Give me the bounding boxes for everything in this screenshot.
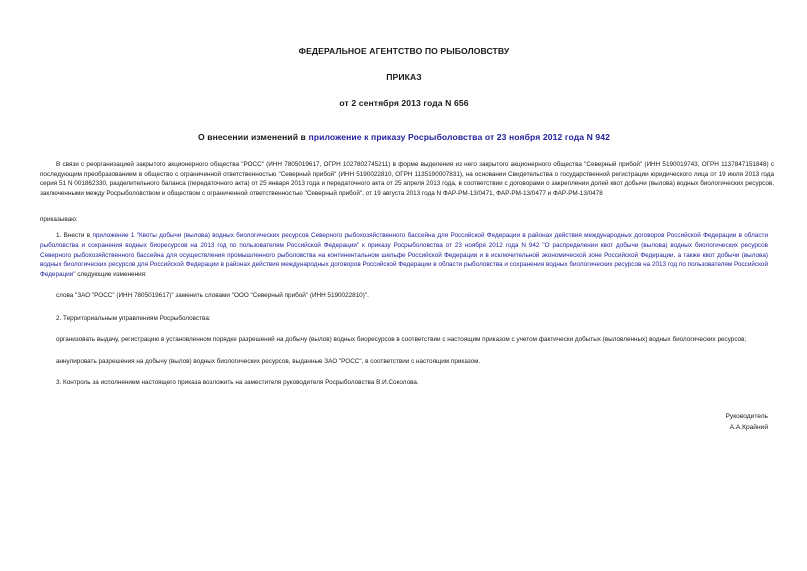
subject-prefix: О внесении изменений в xyxy=(197,132,309,142)
item-2-paragraph: 2. Территориальным управлениям Росрыболовства: xyxy=(56,314,211,322)
signature-name: А.А.Крайний xyxy=(729,424,768,432)
order-word: приказываю: xyxy=(40,216,78,224)
intro-paragraph: В связи с реорганизацией закрытого акционерного общества "РОСС" (ИНН 7805019617, ОГРН 1027802745211) в форме выделения из него закрытого акционерного общества "Северный прибой" (ИНН 5190019743, ОГРН 1137847151848) с последующим преобразованием в общество с ограниченной ответственностью "Северный прибой" (ИНН 5190022810, ОГРН 1135190007831), на основании Свидетельства о государственной регистрации юридического лица от 19 июля 2013 года серия 51 N 001862330, разделительного баланса (передаточного акта) от 25 января 2013 года и передаточного акта от 25 апреля 2013 года, в соответствии с договорами о закреплении долей квот добычи (вылова) водных биологических ресурсов, заключенными между Росрыболовством и обществом с ограниченной ответственностью "Северный прибой", от 19 августа 2013 года N ФАР-РМ-13/0471, ФАР-РМ-13/0477 и ФАР-РМ-13/0478 xyxy=(40,161,774,197)
document-date-number: от 2 сентября 2013 года N 656 xyxy=(339,98,469,108)
subject-link[interactable]: приложение к приказу Росрыболовства от 23 ноября 2012 года N 942 xyxy=(308,132,611,142)
document-type-heading: ПРИКАЗ xyxy=(386,72,422,82)
item-2-organize-paragraph: организовать выдачу, регистрацию в установленном порядке разрешений на добычу (вылов) водных биоресурсов в соответствии с настоящим приказом с учетом фактически добытых (выловленных) водных биологических ресурсов; xyxy=(56,336,747,344)
document-subject xyxy=(40,132,768,142)
agency-heading: ФЕДЕРАЛЬНОЕ АГЕНТСТВО ПО РЫБОЛОВСТВУ xyxy=(298,46,510,56)
item-1-prefix: 1. Внести в xyxy=(56,232,93,240)
replacement-words-paragraph: слова "ЗАО "РОСС" (ИНН 7805019617)" заменить словами "ООО "Северный прибой" (ИНН 5190022810)". xyxy=(56,292,369,300)
item-3-paragraph: 3. Контроль за исполнением настоящего приказа возложить на заместителя руководителя Росрыболовства В.И.Соколова. xyxy=(56,378,419,386)
signature-title: Руководитель xyxy=(725,413,768,421)
item-2-annul-paragraph: аннулировать разрешения на добычу (вылов) водных биологических ресурсов, выданные ЗАО "РОСС", в соответствии с настоящим приказом. xyxy=(56,358,481,366)
item-1-suffix: следующие изменения: xyxy=(75,270,147,278)
item-1-link[interactable]: приложение 1 "Квоты добычи (вылова) водных биологических ресурсов Северного рыбохозяйственного бассейна для Российской Федерации в районах действия международных договоров Российской Федерации в области рыболовства и сохранения водных биоресурсов на 2013 год по пользователям Российской Федерации" к приказу Росрыболовства от 23 ноября 2012 года N 942 "О распределении квот добычи (вылова) водных биологических ресурсов Северного рыбохозяйственного бассейна для осуществления промышленного рыболовства на континентальном шельфе Российской Федерации и в исключительной экономической зоне Российской Федерации, а также квот добычи (вылова) водных биологических ресурсов для Российской Федерации в районах действия международных договоров Российской Федерации в области рыболовства и сохранения водных биологических ресурсов на 2013 год по пользователям Российской Федерации" xyxy=(40,232,768,278)
item-1-paragraph xyxy=(40,231,768,279)
document-page xyxy=(40,38,774,433)
signature-block xyxy=(40,411,768,433)
